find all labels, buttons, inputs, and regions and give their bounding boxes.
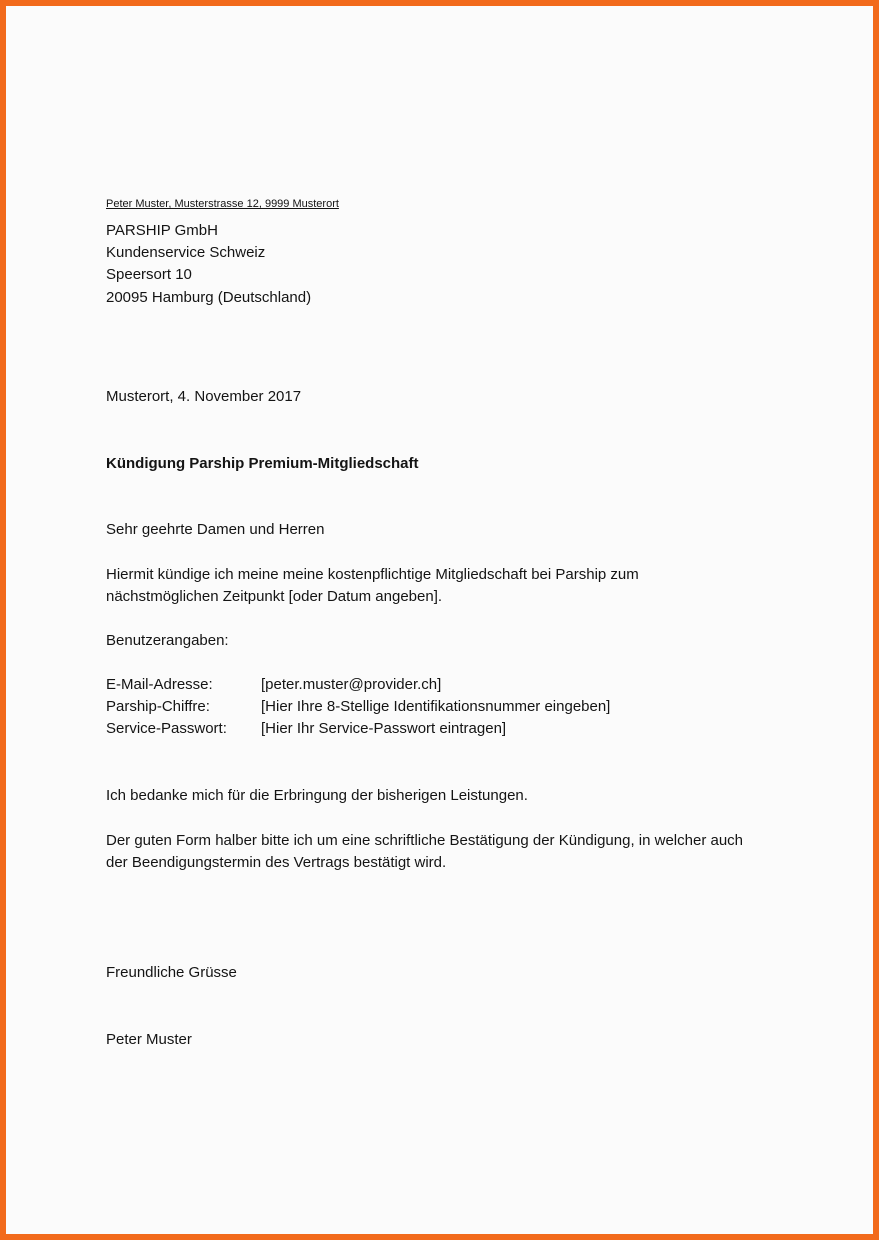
salutation: Sehr geehrte Damen und Herren	[106, 521, 325, 538]
signature-name: Peter Muster	[106, 1031, 192, 1048]
paragraph-1-line-2: nächstmöglichen Zeitpunkt [oder Datum angeben].	[106, 588, 443, 605]
email-value: [peter.muster@provider.ch]	[261, 676, 442, 693]
paragraph-1-line-1: Hiermit kündige ich meine meine kostenpflichtige Mitgliedschaft bei Parship zum	[106, 566, 639, 583]
chiffre-label: Parship-Chiffre:	[106, 698, 210, 715]
thanks-sentence: Ich bedanke mich für die Erbringung der bisherigen Leistungen.	[106, 787, 528, 804]
user-detail-row-email	[106, 674, 441, 696]
place-date: Musterort, 4. November 2017	[106, 388, 302, 405]
sender-address-line: Peter Muster, Musterstrasse 12, 9999 Musterort	[106, 198, 339, 210]
user-details-heading: Benutzerangaben:	[106, 632, 229, 649]
subject-line: Kündigung Parship Premium-Mitgliedschaft	[106, 455, 419, 472]
paragraph-2-line-1: Der guten Form halber bitte ich um eine schriftliche Bestätigung der Kündigung, in welcher auch	[106, 832, 744, 849]
recipient-line-4: 20095 Hamburg (Deutschland)	[106, 289, 312, 306]
email-label: E-Mail-Adresse:	[106, 676, 213, 693]
paragraph-2-line-2: der Beendigungstermin des Vertrags bestätigt wird.	[106, 854, 447, 871]
recipient-line-3: Speersort 10	[106, 266, 192, 283]
recipient-line-1: PARSHIP GmbH	[106, 222, 218, 239]
user-detail-row-chiffre	[106, 696, 610, 718]
recipient-line-2: Kundenservice Schweiz	[106, 244, 266, 261]
chiffre-value: [Hier Ihre 8-Stellige Identifikationsnummer eingeben]	[261, 698, 611, 715]
password-value: [Hier Ihr Service-Passwort eintragen]	[261, 720, 507, 737]
user-detail-row-password	[106, 718, 506, 740]
password-label: Service-Passwort:	[106, 720, 227, 737]
closing: Freundliche Grüsse	[106, 964, 237, 981]
